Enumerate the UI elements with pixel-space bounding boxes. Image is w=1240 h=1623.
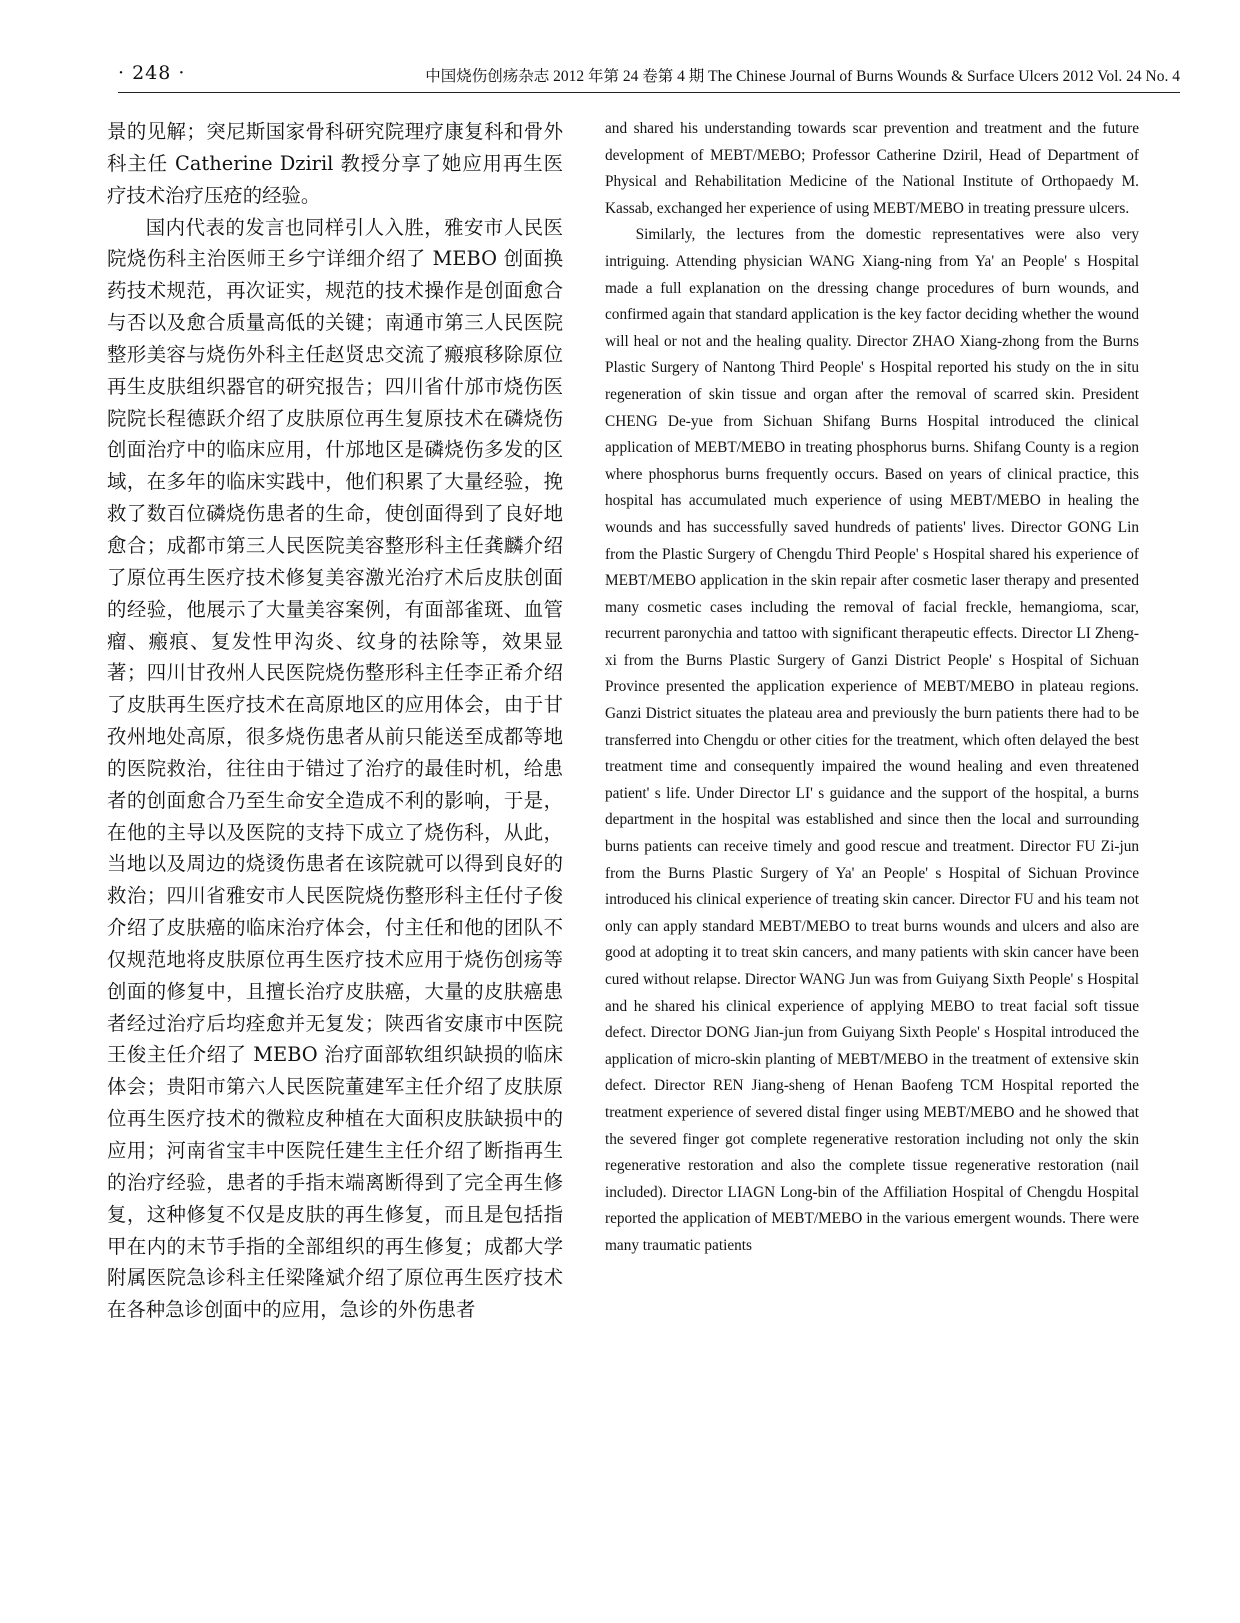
chinese-paragraph-1: 景的见解；突尼斯国家骨科研究院理疗康复科和骨外科主任 Catherine Dziril 教授分享了她应用再生医疗技术治疗压疮的经验。	[107, 120, 563, 207]
header-rule	[118, 92, 1180, 93]
chinese-paragraph-2: 国内代表的发言也同样引人入胜，雅安市人民医院烧伤科主治医师王乡宁详细介绍了 MEBO 创面换药技术规范，再次证实，规范的技术操作是创面愈合与否以及愈合质量高低的关键；南通市第三人民医院整形美容与烧伤外科主任赵贤忠交流了瘢痕移除原位再生皮肤组织器官的研究报告；四川省什邡市烧伤医院院长程德跃介绍了皮肤原位再生复原技术在磷烧伤创面治疗中的临床应用，什邡地区是磷烧伤多发的区域，在多年的临床实践中，他们积累了大量经验，挽救了数百位磷烧伤患者的生命，使创面得到了良好地愈合；成都市第三人民医院美容整形科主任龚麟介绍了原位再生医疗技术修复美容激光治疗术后皮肤创面的经验，他展示了大量美容案例，有面部雀斑、血管瘤、瘢痕、复发性甲沟炎、纹身的祛除等，效果显著；四川甘孜州人民医院烧伤整形科主任李正希介绍了皮肤再生医疗技术在高原地区的应用体会，由于甘孜州地处高原，很多烧伤患者从前只能送至成都等地的医院救治，往往由于错过了治疗的最佳时机，给患者的创面愈合乃至生命安全造成不利的影响，于是，在他的主导以及医院的支持下成立了烧伤科，从此，当地以及周边的烧烫伤患者在该院就可以得到良好的救治；四川省雅安市人民医院烧伤整形科主任付子俊介绍了皮肤癌的临床治疗体会，付主任和他的团队不仅规范地将皮肤原位再生医疗技术应用于烧伤创疡等创面的修复中，且擅长治疗皮肤癌，大量的皮肤癌患者经过治疗后均痊愈并无复发；陕西省安康市中医院王俊主任介绍了 MEBO 治疗面部软组织缺损的临床体会；贵阳市第六人民医院董建军主任介绍了皮肤原位再生医疗技术的微粒皮种植在大面积皮肤缺损中的应用；河南省宝丰中医院任建生主任介绍了断指再生的治疗经验，患者的手指末端离断得到了完全再生修复，这种修复不仅是皮肤的再生修复，而且是包括指甲在内的末节手指的全部组织的再生修复；成都大学附属医院急诊科主任梁隆斌介绍了原位再生医疗技术在各种急诊创面中的应用，急诊的外伤患者	[107, 215, 563, 1322]
page-header	[118, 62, 1180, 96]
running-head: 中国烧伤创疡杂志 2012 年第 24 卷第 4 期 The Chinese Journal of Burns Wounds & Surface Ulcers 2012 Vol. 24 No. 4	[425, 68, 1180, 85]
english-column	[605, 116, 1139, 1260]
page-number: · 248 ·	[118, 62, 186, 84]
english-paragraph-1: and shared his understanding towards scar prevention and treatment and the future development of MEBT/MEBO; Professor Catherine Dziril, Head of Department of Physical and Rehabilitation Medicine of the National Institute of Orthopaedy M. Kassab, exchanged her experience of using MEBT/MEBO in treating pressure ulcers.	[605, 120, 1139, 217]
english-paragraph-2: Similarly, the lectures from the domestic representatives were also very intriguing. Attending physician WANG Xiang-ning from Ya' an People' s Hospital made a full explanation on the dressing change procedures of burn wounds, and confirmed again that standard application is the key factor deciding whether the wound will heal or not and the healing quality. Director ZHAO Xiang-zhong from the Burns Plastic Surgery of Nantong Third People' s Hospital reported his study on the in situ regeneration of skin tissue and organ after the removal of scarred skin. President CHENG De-yue from Sichuan Shifang Burns Hospital introduced the clinical application of MEBT/MEBO in treating phosphorus burns. Shifang County is a region where phosphorus burns frequently occurs. Based on years of clinical practice, this hospital has accumulated much experience of using MEBT/MEBO in healing the wounds and has successfully saved hundreds of patients' lives. Director GONG Lin from the Plastic Surgery of Chengdu Third People' s Hospital shared his experience of MEBT/MEBO application in the skin repair after cosmetic laser therapy and presented many cosmetic cases including the removal of facial freckle, hemangioma, scar, recurrent paronychia and tattoo with significant therapeutic effects. Director LI Zheng-xi from the Burns Plastic Surgery of Ganzi District People' s Hospital of Sichuan Province presented the application experience of MEBT/MEBO in plateau regions. Ganzi District situates the plateau area and previously the burn patients there had to be transferred into Chengdu or other cities for the treatment, which often delayed the best treatment time and consequently impaired the wound healing and even threatened patient' s life. Under Director LI' s guidance and the support of the hospital, a burns department in the hospital was established and since then the local and surrounding burns patients can receive timely and good rescue and treatment. Director FU Zi-jun from the Burns Plastic Surgery of Ya' an People' s Hospital of Sichuan Province introduced his clinical experience of treating skin cancer. Director FU and his team not only can apply standard MEBT/MEBO to treat burns wounds and ulcers and also are good at adopting it to treat skin cancers, and many patients with skin cancer have been cured without relapse. Director WANG Jun was from Guiyang Sixth People' s Hospital and he shared his clinical experience of applying MEBO to treat facial soft tissue defect. Director DONG Jian-jun from Guiyang Sixth People' s Hospital introduced the application of micro-skin planting of MEBT/MEBO in the treatment of extensive skin defect. Director REN Jiang-sheng of Henan Baofeng TCM Hospital reported the treatment experience of severed distal finger using MEBT/MEBO and he showed that the severed finger got complete regenerative restoration including not only the skin regenerative restoration and also the complete tissue regenerative restoration (nail included). Director LIAGN Long-bin of the Affiliation Hospital of Chengdu Hospital reported the application of MEBT/MEBO in the various emergent wounds. There were many traumatic patients	[605, 226, 1139, 1254]
chinese-column	[107, 116, 563, 1326]
